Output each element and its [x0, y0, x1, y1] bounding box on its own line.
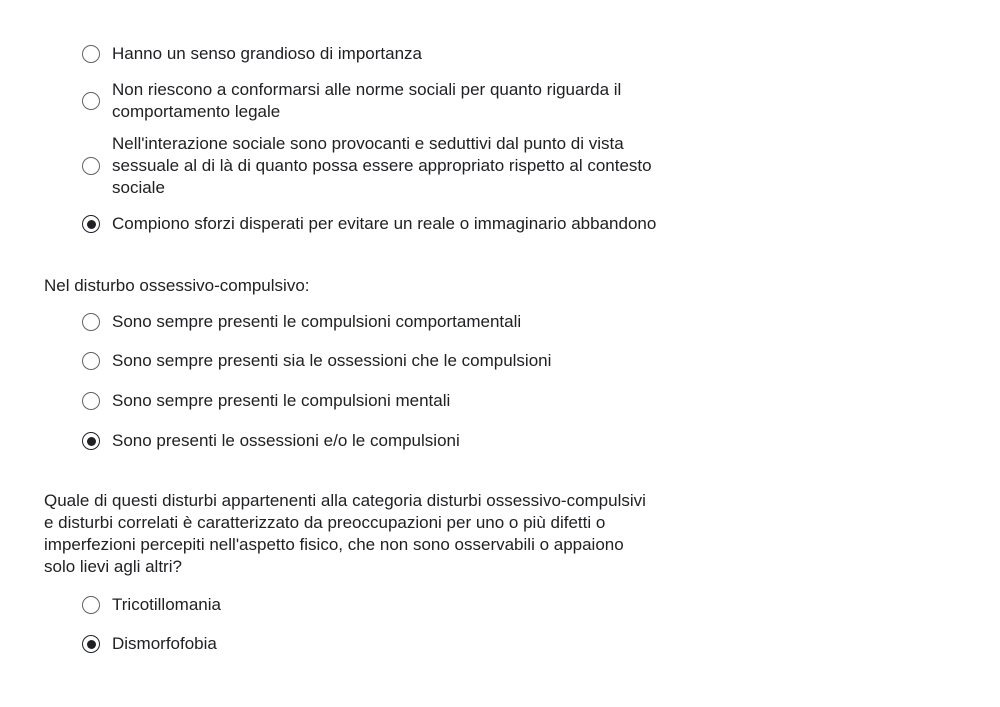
option-q2-2[interactable]	[82, 350, 551, 372]
option-label-line: sessuale al di là di quanto possa essere appropriato rispetto al contesto	[112, 156, 652, 175]
option-label: Sono sempre presenti sia le ossessioni che le compulsioni	[112, 351, 552, 370]
question-text-line: Quale di questi disturbi appartenenti alla categoria disturbi ossessivo-compulsivi	[44, 491, 646, 510]
option-q2-1[interactable]	[82, 311, 521, 333]
question-text-q3	[44, 490, 646, 578]
radio-button[interactable]	[82, 313, 100, 331]
radio-button[interactable]	[82, 392, 100, 410]
option-label: Hanno un senso grandioso di importanza	[112, 44, 422, 63]
option-q2-3[interactable]	[82, 390, 450, 412]
question-text-line: imperfezioni percepiti nell'aspetto fisico, che non sono osservabili o appaiono	[44, 535, 624, 554]
question-text-line: solo lievi agli altri?	[44, 557, 182, 576]
radio-dot	[87, 437, 96, 446]
radio-button[interactable]	[82, 215, 100, 233]
option-q2-4[interactable]	[82, 430, 460, 452]
option-label	[112, 133, 652, 199]
radio-button[interactable]	[82, 352, 100, 370]
option-label-line: sociale	[112, 178, 165, 197]
radio-dot	[87, 640, 96, 649]
option-label-line: Non riescono a conformarsi alle norme sociali per quanto riguarda il	[112, 80, 622, 99]
option-label	[112, 79, 621, 123]
radio-dot	[87, 220, 96, 229]
option-q1-2[interactable]	[82, 79, 621, 123]
option-label-line: Nell'interazione sociale sono provocanti e seduttivi dal punto di vista	[112, 134, 624, 153]
option-q1-1[interactable]	[82, 43, 422, 65]
option-label: Sono sempre presenti le compulsioni comportamentali	[112, 312, 522, 331]
option-label-line: comportamento legale	[112, 102, 281, 121]
option-label: Sono presenti le ossessioni e/o le compulsioni	[112, 431, 460, 450]
option-label: Compiono sforzi disperati per evitare un reale o immaginario abbandono	[112, 214, 657, 233]
radio-button[interactable]	[82, 45, 100, 63]
radio-button[interactable]	[82, 157, 100, 175]
radio-button[interactable]	[82, 635, 100, 653]
radio-button[interactable]	[82, 596, 100, 614]
option-label: Dismorfofobia	[112, 634, 217, 653]
radio-button[interactable]	[82, 92, 100, 110]
option-label: Tricotillomania	[112, 595, 221, 614]
question-text-q2: Nel disturbo ossessivo-compulsivo:	[44, 276, 310, 295]
option-q1-4[interactable]	[82, 213, 656, 235]
option-label: Sono sempre presenti le compulsioni mentali	[112, 391, 451, 410]
question-text-line: e disturbi correlati è caratterizzato da preoccupazioni per uno o più difetti o	[44, 513, 606, 532]
option-q3-2[interactable]	[82, 633, 217, 655]
option-q1-3[interactable]	[82, 133, 652, 199]
radio-button[interactable]	[82, 432, 100, 450]
option-q3-1[interactable]	[82, 594, 221, 616]
